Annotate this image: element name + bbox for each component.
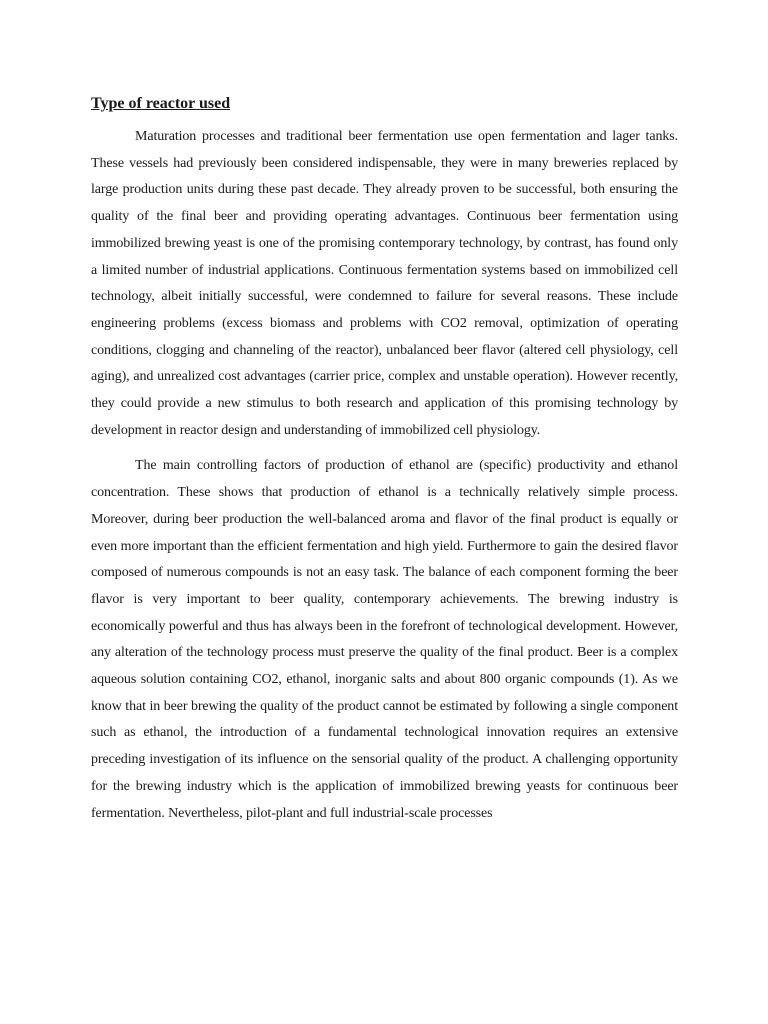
paragraph-ethanol-production: The main controlling factors of production of ethanol are (specific) productivity and ethanol concentration. These shows that production of ethanol is a technically relatively simple process. Moreover, during beer production the well-balanced aroma and flavor of the final product is equally or even more important than the efficient fermentation and high yield. Furthermore to gain the desired flavor composed of numerous compounds is not an easy task. The balance of each component forming the beer flavor is very important to beer quality, contemporary achievements. The brewing industry is economically powerful and thus has always been in the forefront of technological development. However, any alteration of the technology process must preserve the quality of the final product. Beer is a complex aqueous solution containing CO2, ethanol, inorganic salts and about 800 organic compounds (1). As we know that in beer brewing the quality of the product cannot be estimated by following a single component such as ethanol, the introduction of a fundamental technological innovation requires an extensive preceding investigation of its influence on the sensorial quality of the product. A challenging opportunity for the brewing industry which is the application of immobilized brewing yeasts for continuous beer fermentation. Nevertheless, pilot-plant and full industrial-scale processes (91, 458, 678, 821)
paragraph-reactor-maturation: Maturation processes and traditional beer fermentation use open fermentation and lager tanks. These vessels had previously been considered indispensable, they were in many breweries replaced by large production units during these past decade. They already proven to be successful, both ensuring the quality of the final beer and providing operating advantages. Continuous beer fermentation using immobilized brewing yeast is one of the promising contemporary technology, by contrast, has found only a limited number of industrial applications. Continuous fermentation systems based on immobilized cell technology, albeit initially successful, were condemned to failure for several reasons. These include engineering problems (excess biomass and problems with CO2 removal, optimization of operating conditions, clogging and channeling of the reactor), unbalanced beer flavor (altered cell physiology, cell aging), and unrealized cost advantages (carrier price, complex and unstable operation). However recently, they could provide a new stimulus to both research and application of this promising technology by development in reactor design and understanding of immobilized cell physiology. (91, 129, 678, 438)
section-heading: Type of reactor used (91, 95, 231, 112)
